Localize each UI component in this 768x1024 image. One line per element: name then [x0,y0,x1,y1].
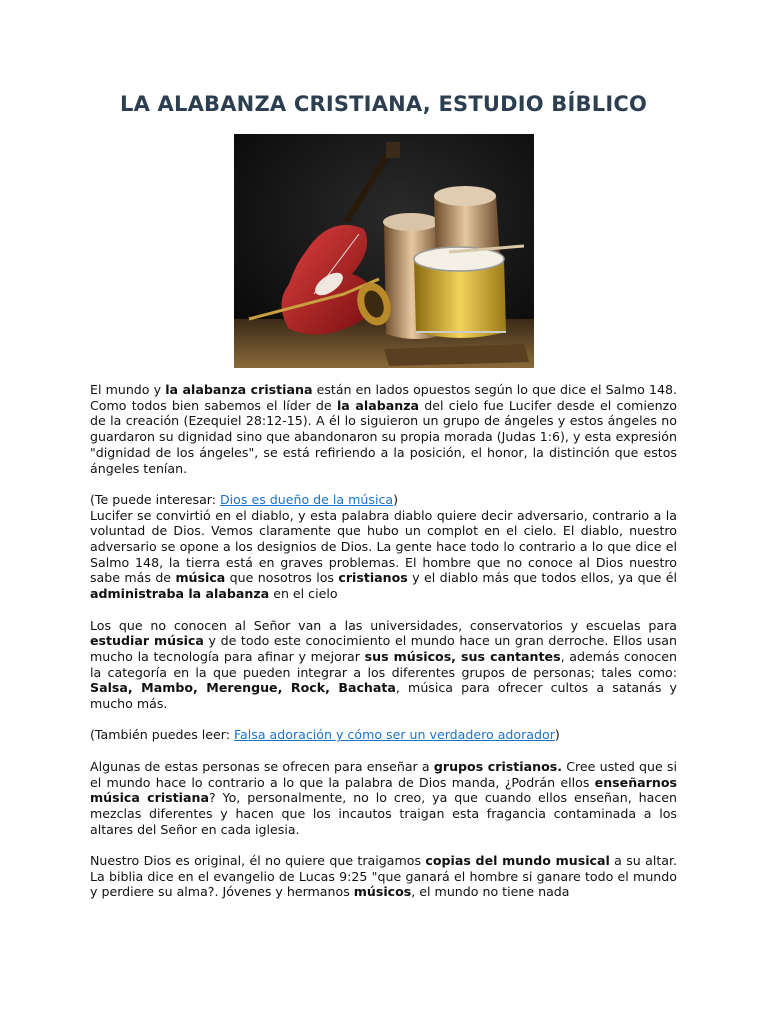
paragraph-4 [90,618,677,712]
text: Cree usted que si el mundo hace lo contrario a lo que la palabra de Dios manda, ¿Podrán ellos [90,758,677,790]
bold-text: enseñarnos música cristiana [90,774,677,806]
article-body [90,382,677,916]
bold-text: Salsa, Mambo, Merengue, Rock, Bachata [90,680,396,696]
paragraph-6 [90,759,677,838]
text: , música para ofrecer cultos a satanás y mucho más. [90,680,677,712]
bold-text: administraba la alabanza [90,586,270,602]
text: que nosotros los [225,570,339,586]
text: ) [393,491,399,507]
text: Algunas de estas personas se ofrecen para enseñar a [90,758,434,774]
bold-text: estudiar música [90,633,204,649]
text: en el cielo [269,586,338,602]
bold-text: copias del mundo musical [425,853,610,869]
text: Lucifer se convirtió en el diablo, y esta palabra diablo quiere decir adversario, contrario a la voluntad de Dios. Vemos claramente que hubo un complot en el cielo. El diablo, nuestro adversario se opone a los designios de Dios. La gente hace todo lo contrario a lo que dice el Salmo 148, la tierra está en graves problemas. El hombre que no conoce al Dios nuestro sabe más de [90,507,677,586]
text: , el mundo no tiene nada [411,884,570,900]
text: y el diablo más que todos ellos, ya que él [407,570,677,586]
paragraph-2 [90,492,677,508]
paragraph-1 [90,382,677,476]
paragraph-3 [90,508,677,602]
text: ? Yo, personalmente, no lo creo, ya que cuando ellos enseñan, hacen mezclas diferentes y hacen que los incautos traigan esta fragancia contaminada a los altares del Señor en cada iglesia. [90,790,677,837]
text: a su altar. La biblia dice en el evangelio de Lucas 9:25 "que ganará el hombre si ganare todo el mundo y perdiere su alma?. Jóvenes y hermanos [90,853,678,900]
bold-text: música [175,570,226,586]
bold-text: la alabanza [336,397,420,413]
bold-text: músicos [353,884,412,900]
bold-text: la alabanza cristiana [165,382,313,397]
paragraph-5 [90,727,677,743]
text: El mundo y [90,382,166,397]
text: Los que no conocen al Señor van a las universidades, conservatorios y escuelas para [90,617,677,633]
text: ) [554,727,560,743]
text: (Te puede interesar: [90,491,220,507]
text: , además conocen la categoría en la que pueden integrar a los diferentes grupos de personas; tales como: [90,648,677,680]
bold-text: sus músicos, sus cantantes [364,648,561,664]
instruments-illustration-icon [234,134,534,368]
page-title: LA ALABANZA CRISTIANA, ESTUDIO BÍBLICO [119,92,647,116]
bold-text: cristianos [338,570,408,586]
text: del cielo fue Lucifer desde el comienzo de la creación (Ezequiel 28:12-15). A él lo siguieron un grupo de ángeles y estos ángeles no guardaron su dignidad sino que abandonaron su propia morada (Judas 1:6), y esta expresión "dignidad de los ángeles", se está refiriendo a la posición, el honor, la distinción que estos ángeles tenían. [90,397,677,476]
link-dios-dueno-musica[interactable]: Dios es dueño de la música [219,491,394,507]
article-image [234,134,534,368]
paragraph-7 [90,853,677,900]
text: están en lados opuestos según lo que dice el Salmo 148. Como todos bien sabemos el líder de [90,382,677,413]
text: y de todo este conocimiento el mundo hace un gran derroche. Ellos usan mucho la tecnología para afinar y mejorar [90,633,677,664]
bold-text: grupos cristianos. [433,758,562,774]
text: (También puedes leer: [90,727,234,743]
text: Nuestro Dios es original, él no quiere que traigamos [90,853,426,869]
link-falsa-adoracion[interactable]: Falsa adoración y cómo ser un verdadero adorador [233,727,555,743]
